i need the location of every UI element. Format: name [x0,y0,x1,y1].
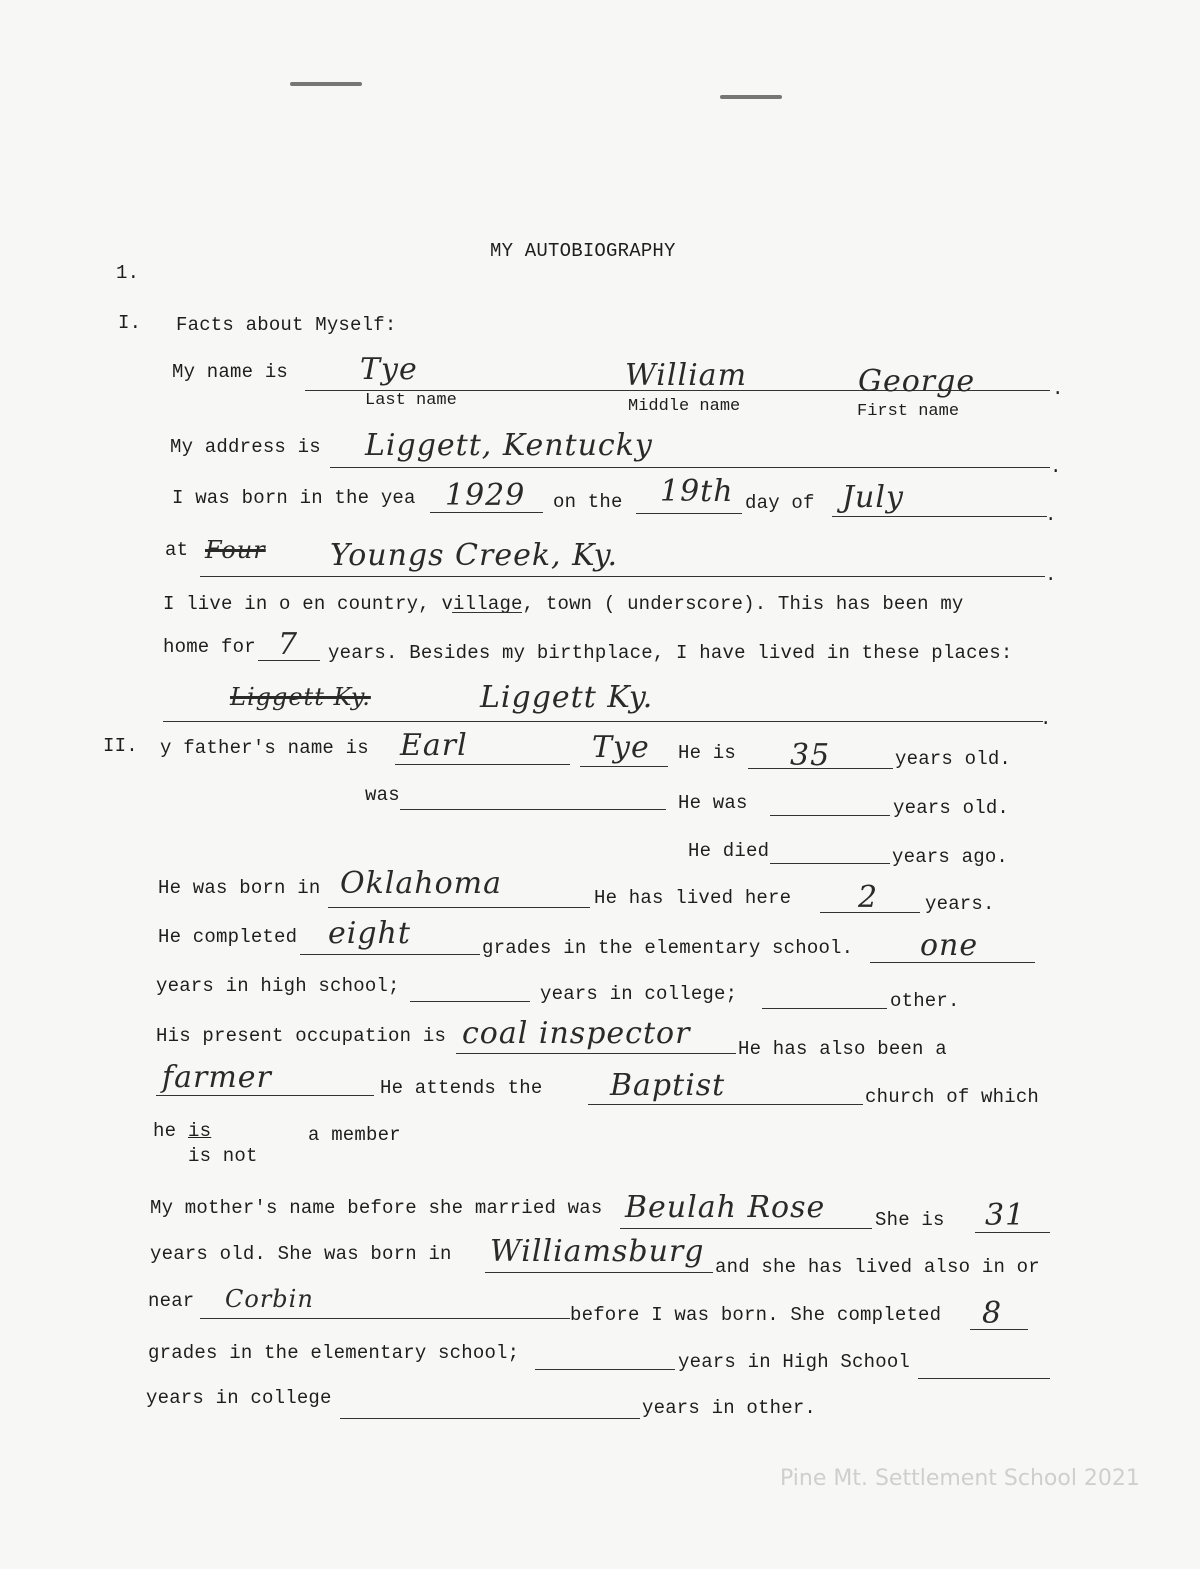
is-option[interactable]: is [188,1120,212,1142]
born-year-value[interactable]: 1929 [445,478,526,513]
he-died-line [770,863,890,864]
address-period: . [1050,456,1062,478]
address-label: My address is [170,436,321,458]
years-old-label-2: years old. [893,797,1010,819]
born-month-value[interactable]: July [842,480,904,515]
on-the-label: on the [553,491,623,513]
lived-also-label: and she has lived also in or [715,1256,1040,1278]
years-label: years. [925,893,995,915]
birthplace-value[interactable]: Youngs Creek, Ky. [330,538,619,573]
places-struck-value: Liggett Ky. [230,683,371,711]
places-value[interactable]: Liggett Ky. [480,680,654,715]
middle-name-caption: Middle name [628,397,741,416]
birthplace-line [200,576,1045,577]
a-member-label: a member [308,1124,401,1146]
church-of-which-label: church of which [865,1086,1040,1108]
he-died-label: He died [688,840,770,862]
mother-other-line [340,1418,640,1419]
watermark: Pine Mt. Settlement School 2021 [780,1466,1140,1491]
live-in-text: I live in o en country, village, town ( underscore). This has been my [163,593,964,615]
church-line [588,1104,863,1105]
besides-text: years. Besides my birthplace, I have lived in these places: [328,642,1013,664]
father-last-value[interactable]: Tye [592,730,650,765]
prev-occupation-line [156,1095,374,1096]
places-line [163,721,1043,722]
he-was-label: He was [678,792,748,814]
father-birthplace-value[interactable]: Oklahoma [340,866,502,901]
stray-mark: 1. [116,262,140,284]
section-1-heading: Facts about Myself: [176,314,397,336]
occupation-value[interactable]: coal inspector [462,1016,691,1051]
was-label: was [365,784,400,806]
smudge-mark [290,82,362,86]
church-value[interactable]: Baptist [610,1068,726,1103]
occupation-line [456,1053,736,1054]
born-period: . [1045,504,1057,526]
lived-here-label: He has lived here [594,887,792,909]
father-other-line [762,1008,887,1009]
section-1-numeral: I. [118,312,142,334]
father-lived-here-value[interactable]: 2 [858,880,879,915]
prev-occupation-value[interactable]: farmer [162,1060,272,1095]
mother-grades-value[interactable]: 8 [982,1296,1003,1331]
places-period: . [1040,708,1052,730]
he-is-label: He is [678,742,737,764]
mother-hs-line [535,1369,675,1370]
father-grades-line [300,954,480,955]
born-month-line [832,516,1047,517]
is-not-option[interactable]: is not [188,1145,258,1167]
mother-age-value[interactable]: 31 [985,1198,1026,1233]
last-name-value[interactable]: Tye [360,352,418,387]
middle-name-value[interactable]: William [625,358,748,393]
born-year-label: I was born in the yea [172,487,416,509]
father-age-value[interactable]: 35 [790,738,831,773]
village-underscore [452,612,522,613]
also-been-label: He has also been a [738,1038,947,1060]
page-title: MY AUTOBIOGRAPHY [490,240,676,262]
other-label: other. [890,990,960,1012]
years-old-she-label: years old. She was born in [150,1243,452,1265]
name-label: My name is [172,361,289,383]
mother-name-value[interactable]: Beulah Rose [625,1190,826,1225]
completed-label: He completed [158,926,298,948]
grades-elem-label: grades in the elementary school. [482,937,854,959]
home-for-label: home for [163,636,256,658]
grades-elem2-label: grades in the elementary school; [148,1342,520,1364]
years-high-school-label: years in High School [678,1351,911,1373]
years-college-label: years in college; [540,983,738,1005]
years-old-label: years old. [895,748,1012,770]
mother-birthplace-line [485,1272,713,1273]
home-years-value[interactable]: 7 [278,627,299,662]
she-is-label: She is [875,1209,945,1231]
smudge-mark [720,95,782,99]
occupation-label: His present occupation is [156,1025,447,1047]
father-first-value[interactable]: Earl [400,728,468,763]
last-name-caption: Last name [365,391,457,410]
day-of-label: day of [745,492,815,514]
birthplace-struck-value: Four [205,536,266,564]
birthplace-period: . [1045,564,1057,586]
father-label: y father's name is [160,737,369,759]
he-was-line [770,815,890,816]
mother-name-line [620,1228,872,1229]
before-born-label: before I was born. She completed [570,1304,942,1326]
father-hs-value[interactable]: one [920,928,979,963]
father-grades-value[interactable]: eight [328,916,411,951]
born-day-value[interactable]: 19th [660,474,734,509]
address-value[interactable]: Liggett, Kentucky [365,428,653,463]
born-in-label: He was born in [158,877,321,899]
father-birthplace-line [328,907,590,908]
name-period: . [1052,378,1064,400]
father-last-line [580,766,668,767]
address-line [330,467,1050,468]
mother-near-value[interactable]: Corbin [225,1285,314,1313]
section-2-numeral: II. [103,735,138,757]
first-name-caption: First name [857,402,960,421]
born-day-line [636,513,742,514]
mother-label: My mother's name before she married was [150,1197,603,1219]
father-first-line [395,764,570,765]
mother-near-line [200,1318,570,1319]
years-in-other-label: years in other. [642,1397,817,1419]
mother-birthplace-value[interactable]: Williamsburg [490,1234,705,1269]
first-name-value[interactable]: George [858,364,976,399]
he-label: he [153,1120,177,1142]
years-in-college-label: years in college [146,1387,332,1409]
mother-college-blank [918,1378,1050,1379]
father-college-line [410,1001,530,1002]
attends-label: He attends the [380,1077,543,1099]
years-ago-label: years ago. [892,846,1009,868]
at-label: at [165,539,189,561]
was-line [400,809,666,810]
near-label: near [148,1290,195,1312]
years-hs-label: years in high school; [156,975,400,997]
